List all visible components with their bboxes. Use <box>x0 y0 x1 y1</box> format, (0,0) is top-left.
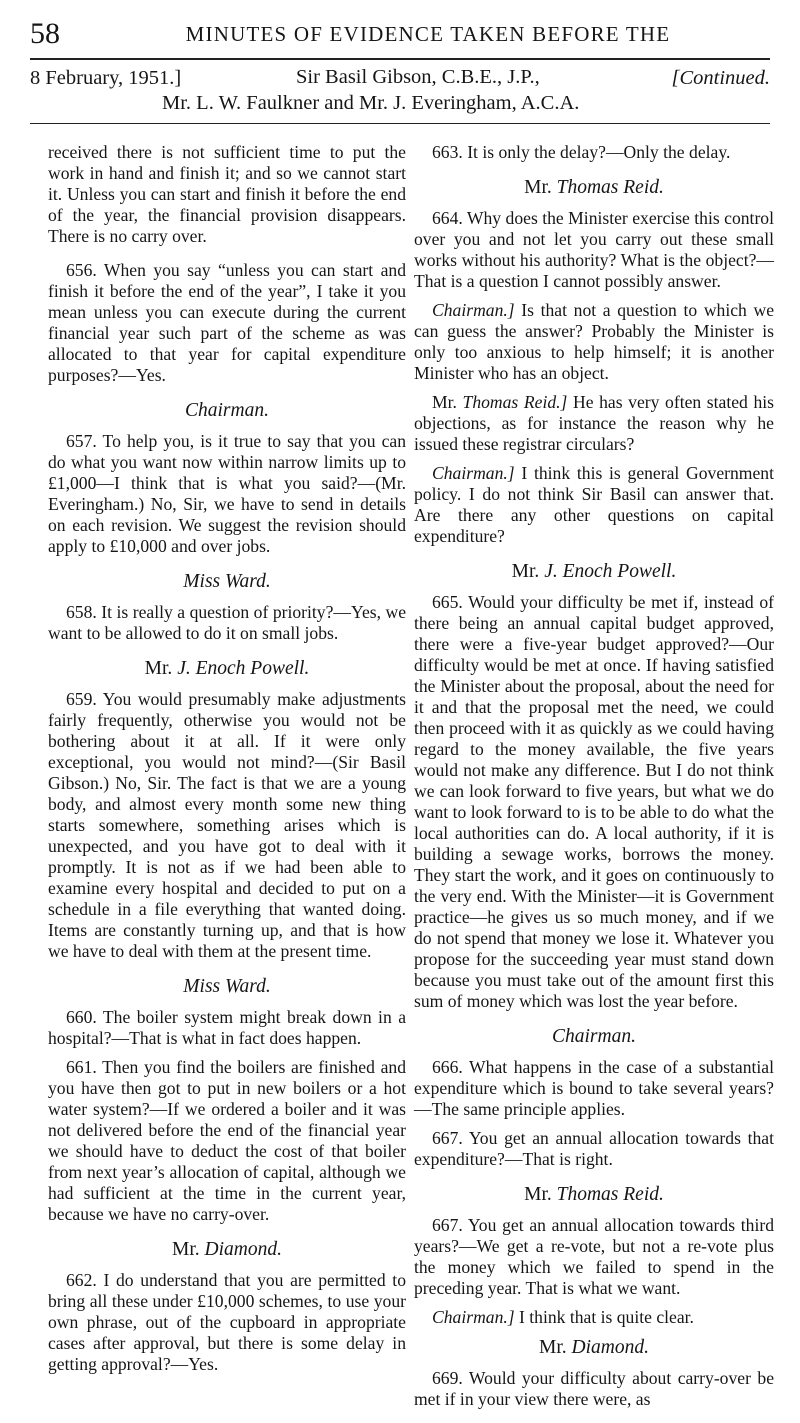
speaker-heading <box>414 1336 774 1360</box>
paragraph-667b: 667. You get an annual allocation towards third years?—We get a re-vote, but not a re-vote plus the money which we failed to spend in the preceding year. That is what we want. <box>414 1215 774 1298</box>
paragraph-reid-remark <box>414 392 774 455</box>
paragraph-chairman-remark <box>414 1307 774 1328</box>
paragraph-661: 661. Then you find the boilers are finished and you have then got to put in new boilers or a hot water system?—If we ordered a boiler and it was not delivered before the end of the financial year we should have to deduct the cost of that boiler from next year’s allocation of capital, although we had sufficient at the time in the current year, because we have no carry-over. <box>48 1057 406 1224</box>
paragraph-664: 664. Why does the Minister exercise this control over you and not let you carry out these small works without his authority? What is the object?—That is a question I cannot possibly answer. <box>414 208 774 291</box>
continued-label: [Continued. <box>671 67 770 89</box>
witnesses-line-1: Sir Basil Gibson, C.B.E., J.P., <box>296 66 540 88</box>
page-header <box>30 16 770 56</box>
speaker-title: Mr. <box>172 1239 200 1260</box>
paragraph-659: 659. You would presumably make adjustments fairly frequently, otherwise you would not be bothering about it at all. If it were only exceptional, you would not mind?—(Sir Basil Gibson.) No, Sir. The fact is that we are a young body, and almost every month some new thing starts somewhere, something arises which is unexpected, and you have got to deal with it promptly. It is not as if we had been able to examine every hospital and decided to put on a schedule in a file everything that wanted doing. Items are constantly turning up, and that is how we have to deal with them at the present time. <box>48 689 406 961</box>
speaker-label: Chairman.] <box>432 300 515 320</box>
page-number: 58 <box>30 17 60 50</box>
remark-text: He has very often stated his objections, as for instance the reason why he issued these registrar circulars? <box>414 392 774 454</box>
speaker-title: Mr. <box>524 1184 552 1205</box>
remark-text: I think that is quite clear. <box>519 1307 694 1327</box>
speaker-heading: Miss Ward. <box>183 571 271 592</box>
witnesses-line-2: Mr. L. W. Faulkner and Mr. J. Everingham, A.C.A. <box>162 92 580 114</box>
paragraph-662: 662. I do understand that you are permitted to bring all these under £10,000 schemes, to use your own phrase, out of the cupboard in appropriate cases after approval, but there is some delay in getting approval?—Yes. <box>48 1270 406 1374</box>
speaker-heading: Chairman. <box>185 400 269 421</box>
running-head: MINUTES OF EVIDENCE TAKEN BEFORE THE <box>185 22 671 46</box>
speaker-heading <box>414 1183 774 1207</box>
paragraph-669: 669. Would your difficulty about carry-over be met if in your view there were, as <box>414 1368 774 1409</box>
speaker-label: Chairman.] <box>432 1307 515 1327</box>
paragraph-665: 665. Would your difficulty be met if, instead of there being an annual capital budget approved, there were a five-year budget approved?—Our difficulty would be met at once. If having satisfied the Minister about the proposal, about the need for it and that the proposal met the need, we could then proceed with it as quickly as we could having regard to the money available, the five years would not make any difference. But I do not think we can look forward to five years, but what we do want to look forward to is to be able to do what the local authorities can do. A local authority, if it is building a sewage works, borrows the money. They start the work, and it goes on continuously to the very end. With the Minister—it is Government practice—he gives us so much money, and if we do not spend that money we lose it. Whatever you propose for the succeeding year must stand down because you must take out of the amount first this sum of money which was lost the year before. <box>414 592 774 1011</box>
speaker-heading: Chairman. <box>552 1026 636 1047</box>
session-date: 8 February, 1951.] <box>30 67 182 89</box>
paragraph-663: 663. It is only the delay?—Only the delay. <box>432 142 731 162</box>
speaker-heading: Miss Ward. <box>183 976 271 997</box>
subheader-rule <box>30 123 770 124</box>
speaker-name: J. Enoch Powell. <box>544 561 677 582</box>
left-column <box>48 142 406 1388</box>
paragraph-667a: 667. You get an annual allocation towards that expenditure?—That is right. <box>414 1128 774 1169</box>
remark-text: Is that not a question to which we can guess the answer? Probably the Minister is only too anxious to help himself; it is another Minister who has an object. <box>414 300 774 383</box>
speaker-label: Chairman.] <box>432 463 515 483</box>
paragraph-chairman-remark <box>414 300 774 384</box>
speaker-name: Diamond. <box>204 1239 282 1260</box>
speaker-heading <box>48 1238 406 1262</box>
speaker-title: Mr. <box>432 392 457 412</box>
header-rule <box>30 58 770 60</box>
speaker-name: J. Enoch Powell. <box>177 658 310 679</box>
speaker-heading <box>414 176 774 200</box>
speaker-heading <box>414 560 774 584</box>
speaker-title: Mr. <box>524 177 552 198</box>
paragraph-657: 657. To help you, is it true to say that you can do what you want now within narrow limits up to £1,000—I think that is what you said?—(Mr. Everingham.) No, Sir, we have to send in details on each revision. We suggest the revision should apply to £10,000 and over jobs. <box>48 431 406 556</box>
speaker-heading <box>48 657 406 681</box>
paragraph-658: 658. It is really a question of priority?—Yes, we want to be allowed to do it on small jobs. <box>48 602 406 643</box>
speaker-name: Thomas Reid. <box>556 177 664 198</box>
right-column <box>414 142 774 1423</box>
paragraph-intro: received there is not sufficient time to put the work in hand and finish it; and so we cannot start it. Unless you can start and finish it before the end of the year, the financial provision disappears. There is no carry over. <box>48 142 406 246</box>
paragraph-656: 656. When you say “unless you can start and finish it before the end of the year”, I take it you mean unless you can execute during the current financial year such part of the scheme as was allocated to that year for capital expenditure purposes?—Yes. <box>48 260 406 385</box>
paragraph-chairman-remark <box>414 463 774 547</box>
speaker-title: Mr. <box>511 561 540 582</box>
paragraph-666: 666. What happens in the case of a substantial expenditure which is bound to take several years?—The same principle applies. <box>414 1057 774 1119</box>
speaker-label: Thomas Reid.] <box>462 392 568 412</box>
speaker-title: Mr. <box>144 658 173 679</box>
speaker-name: Thomas Reid. <box>556 1184 664 1205</box>
speaker-title: Mr. <box>539 1337 567 1358</box>
remark-text: I think this is general Government policy. I do not think Sir Basil can answer that. Are there any other questions on capital expenditure? <box>414 463 774 546</box>
paragraph-660: 660. The boiler system might break down in a hospital?—That is what in fact does happen. <box>48 1007 406 1048</box>
speaker-name: Diamond. <box>571 1337 649 1358</box>
